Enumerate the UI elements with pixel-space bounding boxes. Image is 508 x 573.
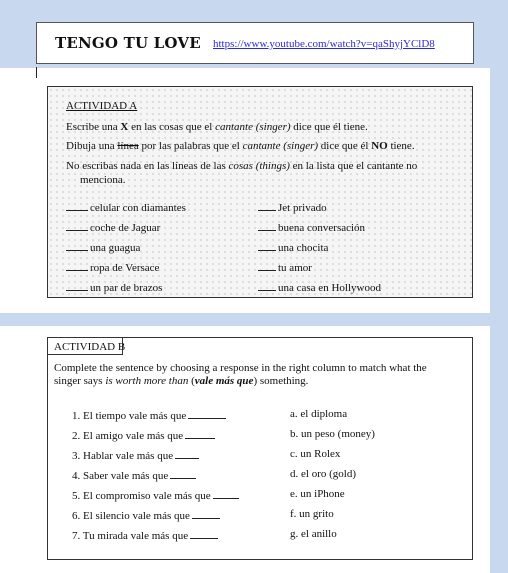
list-item: c. un Rolex — [290, 448, 341, 460]
answer-blank[interactable] — [258, 220, 276, 231]
answer-blank[interactable] — [66, 240, 88, 251]
list-item: coche de Jaguar — [66, 220, 160, 235]
actividad-a-heading: ACTIVIDAD A — [66, 100, 138, 112]
list-item: Jet privado — [258, 200, 327, 215]
list-item: g. el anillo — [290, 528, 337, 540]
list-item: b. un peso (money) — [290, 428, 375, 440]
list-item: 1. El tiempo vale más que — [72, 408, 226, 423]
answer-blank[interactable] — [188, 408, 226, 419]
answer-blank[interactable] — [66, 280, 88, 291]
answer-blank[interactable] — [258, 240, 276, 251]
youtube-link[interactable]: https://www.youtube.com/watch?v=qaShyjYClD8 — [213, 38, 435, 50]
list-item: una casa en Hollywood — [258, 280, 381, 295]
list-item: 5. El compromiso vale más que — [72, 488, 239, 503]
actividad-b-instruction-line-2: singer says is worth more than (vale más que) something. — [54, 375, 309, 387]
list-item: tu amor — [258, 260, 312, 275]
worksheet-title: TENGO TU LOVE — [55, 34, 201, 52]
list-item: una guagua — [66, 240, 140, 255]
answer-blank[interactable] — [190, 528, 218, 539]
list-item: f. un grito — [290, 508, 334, 520]
answer-blank[interactable] — [185, 428, 215, 439]
list-item: 6. El silencio vale más que — [72, 508, 220, 523]
actividad-a-instruction-1: Escribe una X en las cosas que el cantante (singer) dice que él tiene. — [66, 121, 368, 133]
answer-blank[interactable] — [66, 260, 88, 271]
title-box — [36, 22, 474, 64]
answer-blank[interactable] — [213, 488, 239, 499]
list-item: 3. Hablar vale más que — [72, 448, 199, 463]
answer-blank[interactable] — [170, 468, 196, 479]
actividad-b-heading: ACTIVIDAD B — [54, 341, 126, 353]
list-item: d. el oro (gold) — [290, 468, 356, 480]
list-item: una chocita — [258, 240, 328, 255]
list-item: 4. Saber vale más que — [72, 468, 196, 483]
actividad-b-instruction-line-1: Complete the sentence by choosing a response in the right column to match what the — [54, 362, 427, 374]
answer-blank[interactable] — [258, 260, 276, 271]
actividad-a-instruction-3: No escribas nada en las líneas de las cosas (things) en la lista que el cantante no — [66, 160, 418, 172]
list-item: celular con diamantes — [66, 200, 186, 215]
answer-blank[interactable] — [175, 448, 199, 459]
list-item: e. un iPhone — [290, 488, 345, 500]
answer-blank[interactable] — [258, 280, 276, 291]
answer-blank[interactable] — [66, 200, 88, 211]
answer-blank[interactable] — [66, 220, 88, 231]
list-item: buena conversación — [258, 220, 365, 235]
list-item: a. el diploma — [290, 408, 348, 420]
text-cursor — [36, 67, 37, 78]
actividad-a-instruction-3-cont: menciona. — [80, 174, 126, 186]
actividad-a-instruction-2: Dibuja una línea por las palabras que el cantante (singer) dice que él NO tiene. — [66, 140, 415, 152]
list-item: 7. Tu mirada vale más que — [72, 528, 218, 543]
list-item: ropa de Versace — [66, 260, 159, 275]
answer-blank[interactable] — [258, 200, 276, 211]
answer-blank[interactable] — [192, 508, 220, 519]
list-item: 2. El amigo vale más que — [72, 428, 215, 443]
list-item: un par de brazos — [66, 280, 162, 295]
